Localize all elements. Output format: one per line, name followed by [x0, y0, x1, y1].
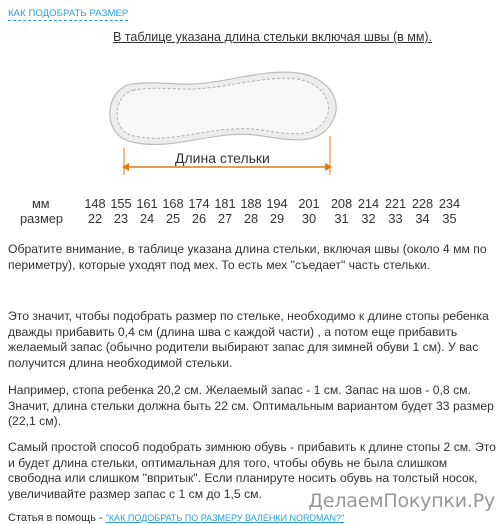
size-cell: 33: [388, 211, 403, 226]
mm-cell: 201: [298, 196, 320, 211]
size-cell: 26: [191, 211, 207, 226]
size-cell: 24: [139, 211, 155, 226]
size-cell: 35: [442, 211, 457, 226]
length-label: Длина стельки: [175, 150, 270, 166]
paragraph-explanation: Это значит, чтобы подобрать размер по стельке, необходимо к длине стопы ребенка дважды прибавить 0,4 см (длина шва с каждой части) , а потом еще прибавить желаемый запас (обычно родители выбирают запас для зимней обуви 1 см). У вас получится длина необходимой стельки.: [8, 309, 489, 370]
mm-cell: 188: [240, 196, 262, 211]
table-caption: В таблице указана длина стельки включая швы (в мм).: [113, 30, 433, 44]
related-article-link[interactable]: "КАК ПОДОБРАТЬ ПО РАЗМЕРУ ВАЛЕНКИ NORDMAN?": [105, 513, 345, 523]
size-cell: 34: [415, 211, 430, 226]
mm-cell: 174: [188, 196, 210, 211]
mm-cell: 234: [438, 196, 461, 211]
mm-cell: 148: [84, 196, 106, 211]
mm-cell: 155: [110, 196, 132, 211]
size-guide-link[interactable]: КАК ПОДОБРАТЬ РАЗМЕР: [8, 8, 129, 19]
size-cell: 32: [361, 211, 376, 226]
size-cell: 30: [301, 211, 317, 226]
paragraph-example: Например, стопа ребенка 20,2 см. Желаемый запас - 1 см. Запас на шов - 0,8 см. Значит, длина стельки должна быть 22 см. Оптимальным вариантом будет 33 размер (22,1 см).: [8, 383, 494, 428]
insole-diagram: [0, 40, 499, 190]
mm-cell: 161: [136, 196, 158, 211]
size-table: [20, 196, 463, 226]
size-cell: 28: [243, 211, 259, 226]
size-cell: 22: [87, 211, 103, 226]
size-cell: 31: [334, 211, 349, 226]
size-cell: 23: [113, 211, 129, 226]
mm-cell: 221: [384, 196, 407, 211]
table-row-size: [20, 211, 463, 226]
mm-cell: 214: [357, 196, 380, 211]
size-cell: 27: [217, 211, 233, 226]
mm-cell: 181: [214, 196, 236, 211]
site-watermark: ДелаемПокупки.Ру: [308, 490, 495, 512]
table-row-mm: [20, 196, 463, 211]
arrow-right-icon: [325, 163, 332, 171]
related-article-prefix: Статья в помощь -: [8, 512, 106, 524]
paragraph-simple-method: Самый простой способ подобрать зимнюю обувь - прибавить к длине стопы 2 см. Это и будет длина стельки, оптимальная для того, чтобы обувь не была слишком свободна или слишком "впритык". Если планируте носить обувь на толстый носок, увеличивайте размер запас с 1 см до 1,5 см.: [8, 440, 496, 501]
arrow-left-icon: [122, 163, 129, 171]
row-label-mm: мм: [32, 196, 50, 211]
related-article-line: [8, 512, 344, 524]
size-cell: 29: [269, 211, 285, 226]
size-cell: 25: [165, 211, 181, 226]
mm-cell: 194: [266, 196, 288, 211]
row-label-size: размер: [20, 211, 63, 226]
paragraph-note: Обратите внимание, в таблице указана длина стельки, включая швы (около 4 мм по периметру), которые уходят под мех. То есть мех "съедает" часть стельки.: [8, 242, 487, 272]
mm-cell: 208: [330, 196, 353, 211]
mm-cell: 228: [411, 196, 434, 211]
mm-cell: 168: [162, 196, 184, 211]
